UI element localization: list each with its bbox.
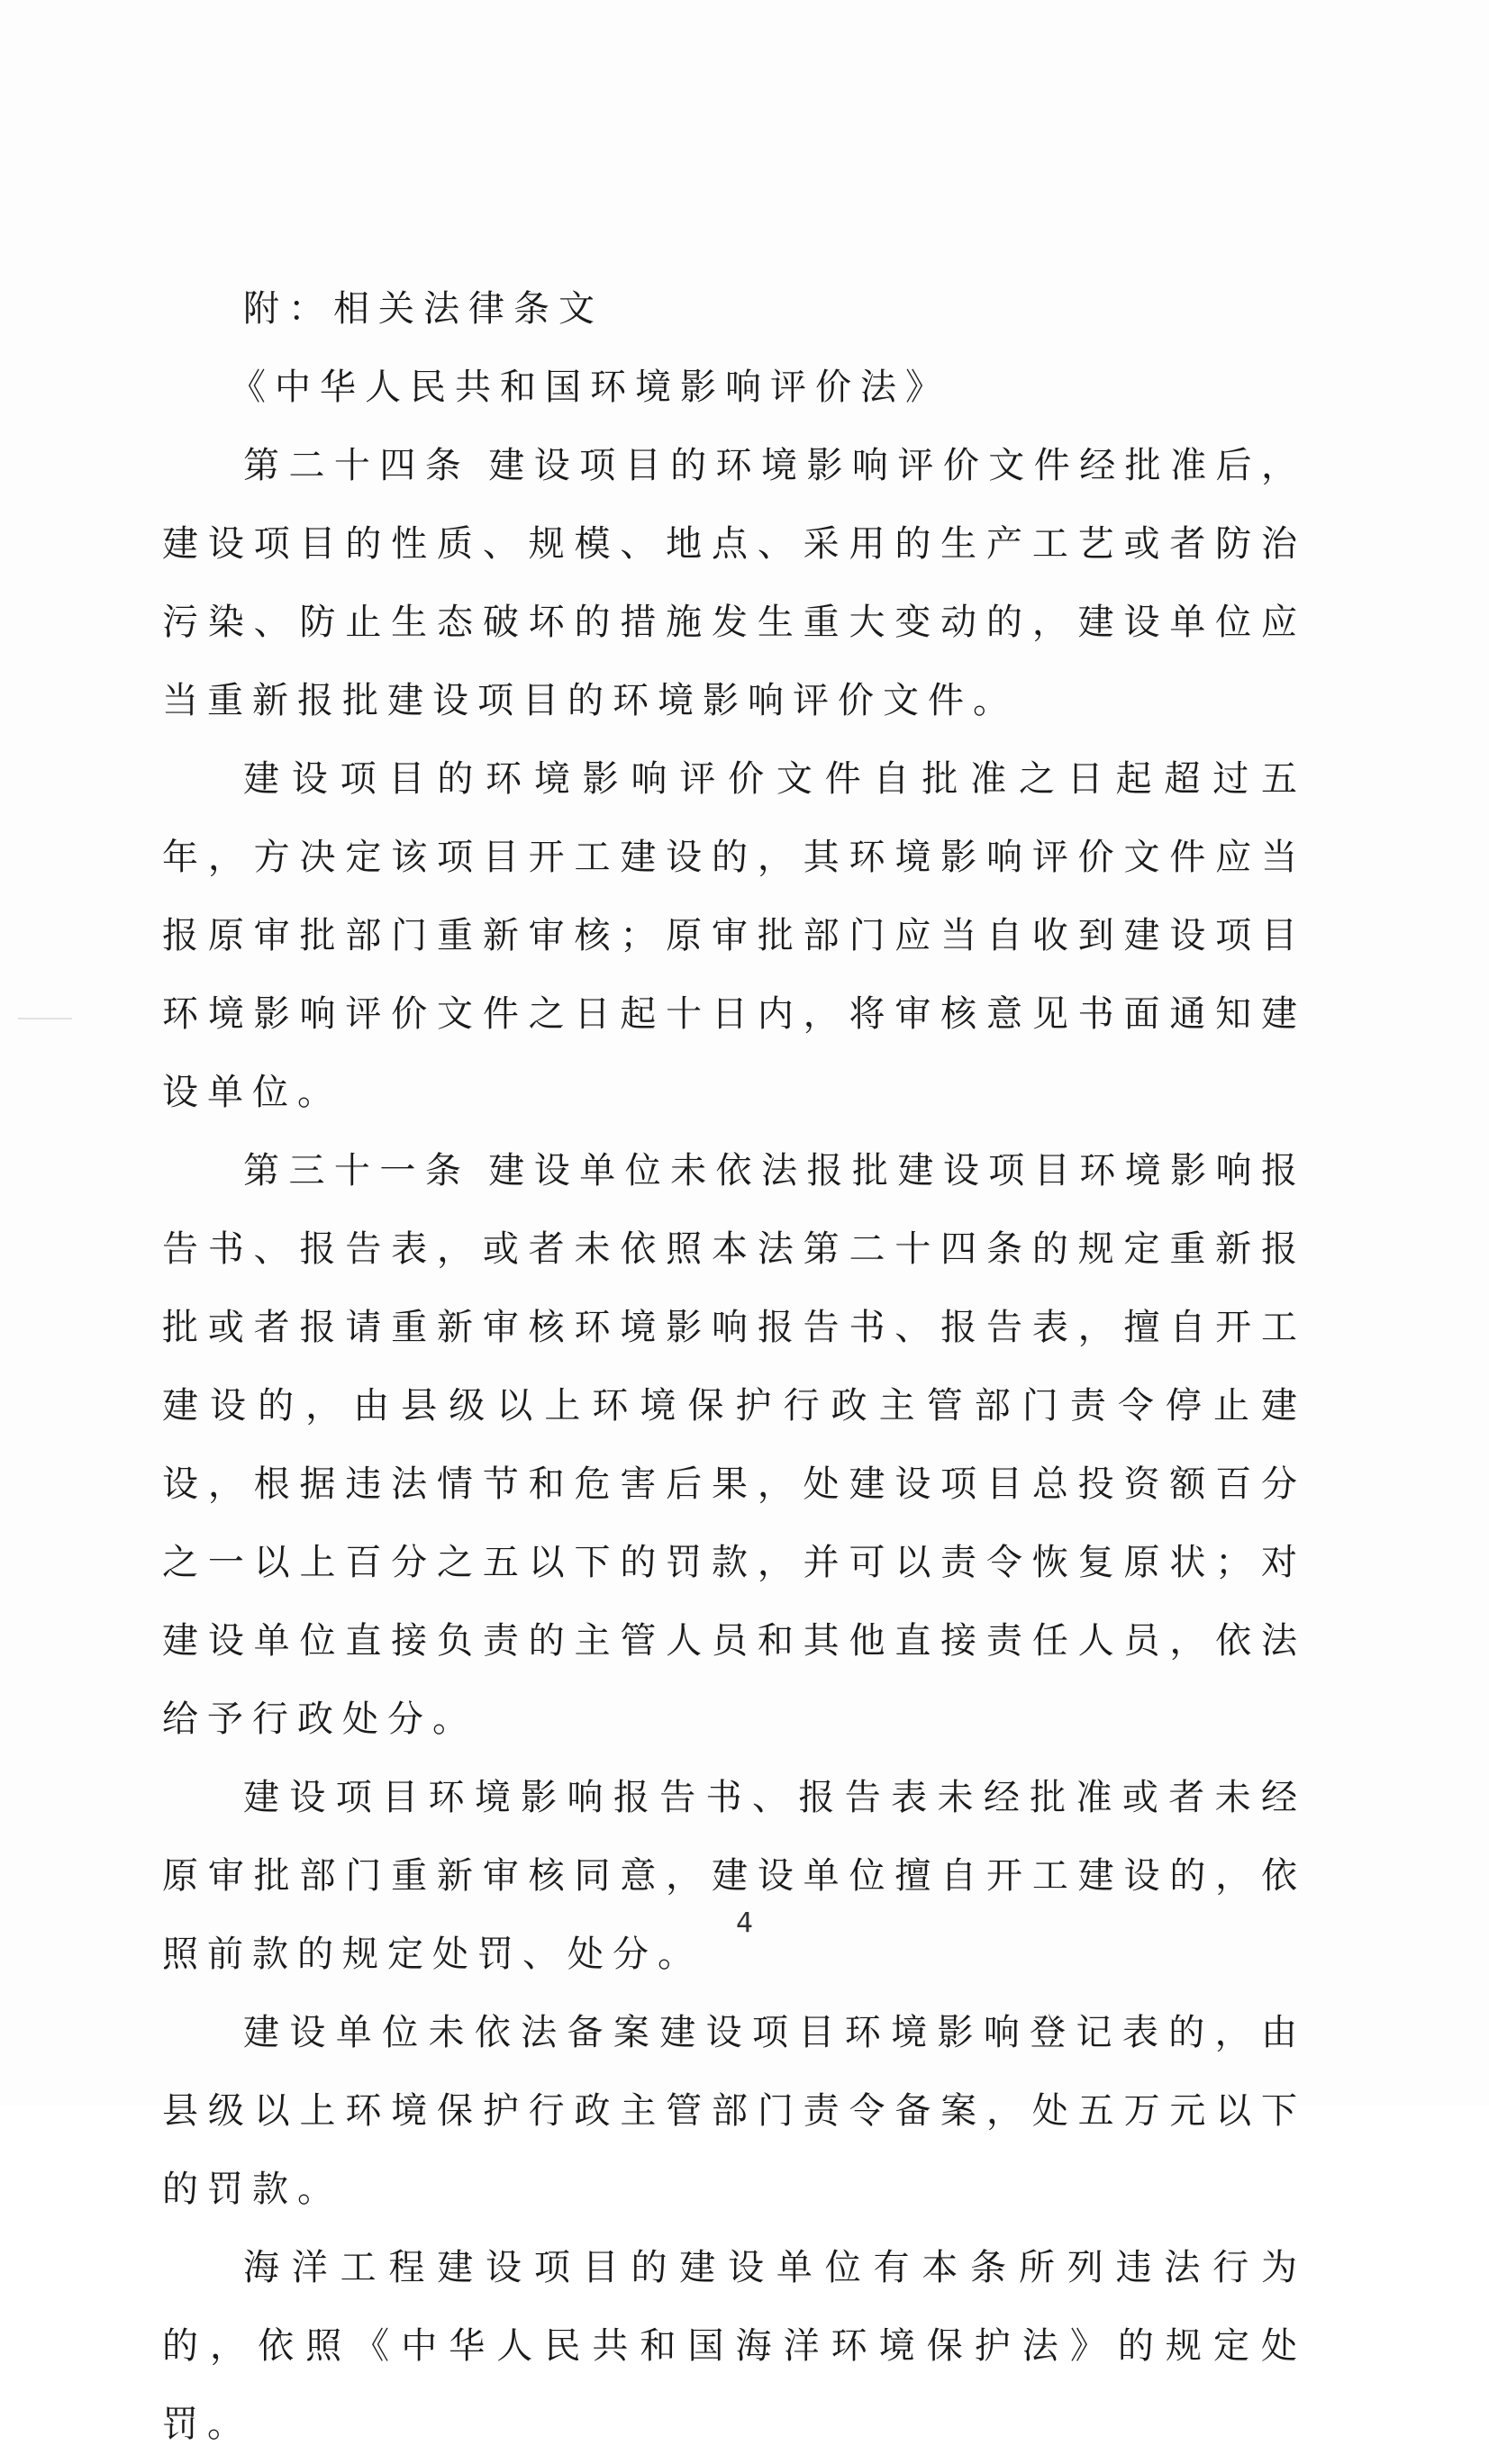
document-body <box>162 270 1306 2464</box>
paragraph-text: 建设项目的环境影响评价文件经批准后，建设项目的性质、规模、地点、采用的生产工艺或者防治污染、防止生态破坏的措施发生重大变动的，建设单位应当重新报批建设项目的环境影响评价文件。 <box>162 445 1307 721</box>
paragraph-text: 建设项目环境影响报告书、报告表未经批准或者未经原审批部门重新审核同意，建设单位擅自开工建设的，依照前款的规定处罚、处分。 <box>162 1777 1306 1975</box>
paragraph-article-31 <box>162 1132 1306 1759</box>
paragraph-article-31-clause-2 <box>162 1759 1306 1994</box>
paragraph-article-31-clause-4 <box>162 2229 1306 2464</box>
scan-artifact <box>18 1018 72 1019</box>
paragraph-article-24-clause-2 <box>162 740 1306 1132</box>
paragraph-text: 建设单位未依法备案建设项目环境影响登记表的，由县级以上环境保护行政主管部门责令备案，处五万元以下的罚款。 <box>162 2012 1306 2210</box>
law-title: 《中华人民共和国环境影响评价法》 <box>230 367 950 408</box>
annex-heading: 附：相关法律条文 <box>243 288 604 330</box>
paragraph-text: 建设单位未依法报批建设项目环境影响报告书、报告表，或者未依照本法第二十四条的规定重新报批或者报请重新审核环境影响报告书、报告表，擅自开工建设的，由县级以上环境保护行政主管部门责令停止建设，根据违法情节和危害后果，处建设项目总投资额百分之一以上百分之五以下的罚款，并可以责令恢复原状；对建设单位直接负责的主管人员和其他直接责任人员，依法给予行政处分。 <box>162 1150 1307 1740</box>
paragraph-text: 海洋工程建设项目的建设单位有本条所列违法行为的，依照《中华人民共和国海洋环境保护法》的规定处罚。 <box>162 2247 1306 2445</box>
page-number: 4 <box>735 1907 754 1939</box>
article-number: 第二十四条 <box>243 445 471 486</box>
paragraph-article-31-clause-3 <box>162 1994 1306 2229</box>
paragraph-article-24 <box>162 427 1306 740</box>
paragraph-text: 建设项目的环境影响评价文件自批准之日起超过五年，方决定该项目开工建设的，其环境影响评价文件应当报原审批部门重新审核；原审批部门应当自收到建设项目环境影响评价文件之日起十日内，将审核意见书面通知建设单位。 <box>162 758 1306 1113</box>
article-number: 第三十一条 <box>243 1150 471 1191</box>
